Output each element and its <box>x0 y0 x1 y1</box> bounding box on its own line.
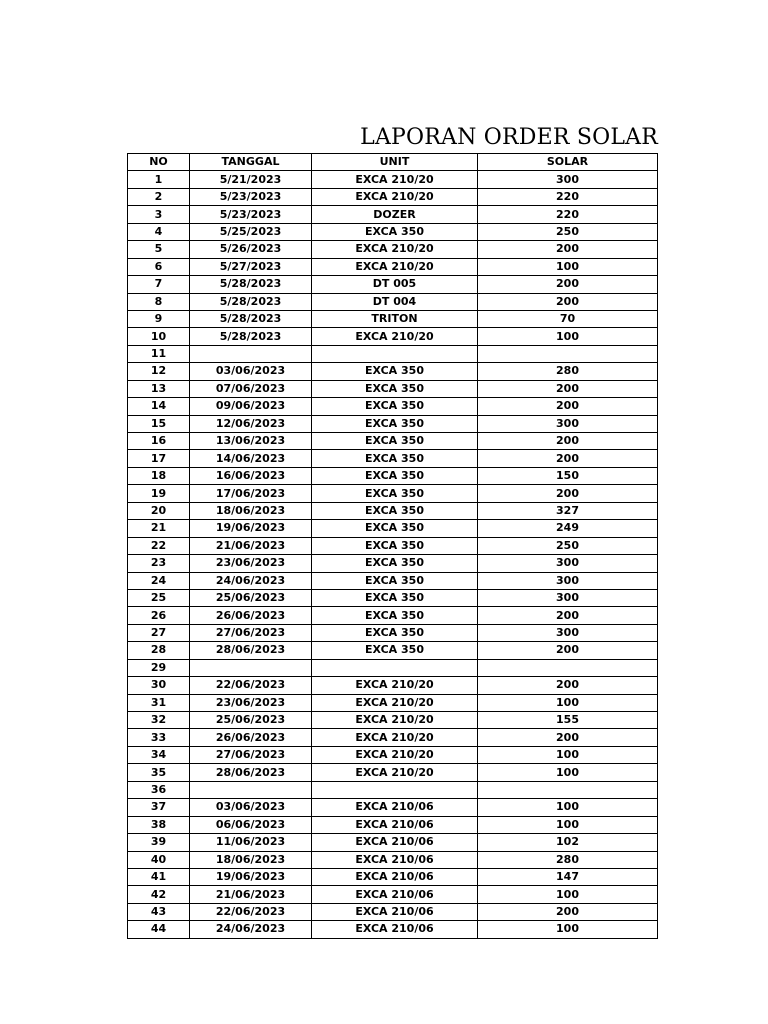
table-row <box>128 921 658 938</box>
cell-no: 44 <box>128 921 190 938</box>
table-row <box>128 555 658 572</box>
cell-no: 26 <box>128 607 190 624</box>
table-row <box>128 310 658 327</box>
cell-no: 11 <box>128 345 190 362</box>
cell-unit: EXCA 210/20 <box>312 746 478 763</box>
cell-no: 17 <box>128 450 190 467</box>
cell-tanggal: 24/06/2023 <box>190 921 312 938</box>
table-row <box>128 764 658 781</box>
cell-tanggal: 03/06/2023 <box>190 799 312 816</box>
cell-solar: 300 <box>478 572 658 589</box>
cell-tanggal: 21/06/2023 <box>190 537 312 554</box>
cell-unit: EXCA 350 <box>312 415 478 432</box>
table-row <box>128 415 658 432</box>
cell-solar: 300 <box>478 624 658 641</box>
table-row <box>128 433 658 450</box>
cell-unit: EXCA 210/20 <box>312 729 478 746</box>
cell-tanggal: 5/23/2023 <box>190 188 312 205</box>
table-row <box>128 589 658 606</box>
table-header <box>128 154 658 171</box>
cell-tanggal: 27/06/2023 <box>190 624 312 641</box>
table-row <box>128 206 658 223</box>
cell-no: 15 <box>128 415 190 432</box>
cell-tanggal <box>190 659 312 676</box>
cell-tanggal: 21/06/2023 <box>190 886 312 903</box>
table-body <box>128 171 658 938</box>
cell-unit <box>312 781 478 798</box>
table-row <box>128 276 658 293</box>
cell-tanggal: 19/06/2023 <box>190 520 312 537</box>
cell-no: 6 <box>128 258 190 275</box>
cell-no: 32 <box>128 712 190 729</box>
cell-solar: 200 <box>478 677 658 694</box>
cell-no: 34 <box>128 746 190 763</box>
cell-solar: 250 <box>478 223 658 240</box>
cell-tanggal: 07/06/2023 <box>190 380 312 397</box>
cell-unit: EXCA 350 <box>312 380 478 397</box>
cell-unit: EXCA 350 <box>312 642 478 659</box>
cell-solar: 300 <box>478 589 658 606</box>
table-row <box>128 398 658 415</box>
cell-unit: EXCA 210/06 <box>312 851 478 868</box>
header-row <box>128 154 658 171</box>
cell-solar: 100 <box>478 816 658 833</box>
cell-solar: 300 <box>478 171 658 188</box>
cell-tanggal: 28/06/2023 <box>190 764 312 781</box>
table-row <box>128 694 658 711</box>
cell-unit: EXCA 210/06 <box>312 834 478 851</box>
cell-unit: EXCA 350 <box>312 223 478 240</box>
cell-solar: 200 <box>478 607 658 624</box>
cell-solar: 147 <box>478 868 658 885</box>
cell-tanggal: 28/06/2023 <box>190 642 312 659</box>
cell-solar: 300 <box>478 415 658 432</box>
cell-tanggal: 16/06/2023 <box>190 467 312 484</box>
cell-solar: 155 <box>478 712 658 729</box>
cell-tanggal: 5/28/2023 <box>190 310 312 327</box>
cell-tanggal: 27/06/2023 <box>190 746 312 763</box>
cell-unit <box>312 659 478 676</box>
table-row <box>128 537 658 554</box>
table-row <box>128 380 658 397</box>
cell-unit: EXCA 350 <box>312 485 478 502</box>
table-row <box>128 677 658 694</box>
table-row <box>128 241 658 258</box>
cell-tanggal: 5/28/2023 <box>190 293 312 310</box>
cell-unit: EXCA 350 <box>312 589 478 606</box>
cell-solar: 200 <box>478 276 658 293</box>
cell-unit: EXCA 210/20 <box>312 328 478 345</box>
table-row <box>128 851 658 868</box>
cell-solar: 200 <box>478 293 658 310</box>
cell-no: 21 <box>128 520 190 537</box>
cell-tanggal: 22/06/2023 <box>190 903 312 920</box>
cell-solar: 200 <box>478 485 658 502</box>
cell-solar: 150 <box>478 467 658 484</box>
cell-no: 40 <box>128 851 190 868</box>
cell-no: 39 <box>128 834 190 851</box>
table-row <box>128 485 658 502</box>
cell-solar: 100 <box>478 886 658 903</box>
table-row <box>128 572 658 589</box>
cell-tanggal: 18/06/2023 <box>190 502 312 519</box>
cell-no: 14 <box>128 398 190 415</box>
cell-no: 5 <box>128 241 190 258</box>
cell-no: 31 <box>128 694 190 711</box>
cell-solar: 280 <box>478 363 658 380</box>
cell-tanggal: 26/06/2023 <box>190 607 312 624</box>
cell-no: 25 <box>128 589 190 606</box>
table-row <box>128 467 658 484</box>
cell-unit: EXCA 210/06 <box>312 886 478 903</box>
cell-solar: 200 <box>478 241 658 258</box>
cell-tanggal: 06/06/2023 <box>190 816 312 833</box>
cell-solar: 300 <box>478 555 658 572</box>
cell-unit: EXCA 210/06 <box>312 903 478 920</box>
cell-unit: EXCA 350 <box>312 607 478 624</box>
table-row <box>128 258 658 275</box>
table-row <box>128 868 658 885</box>
cell-no: 19 <box>128 485 190 502</box>
cell-no: 23 <box>128 555 190 572</box>
table-row <box>128 799 658 816</box>
cell-solar: 327 <box>478 502 658 519</box>
cell-unit: EXCA 210/20 <box>312 241 478 258</box>
cell-solar: 100 <box>478 799 658 816</box>
table-row <box>128 816 658 833</box>
page-title: LAPORAN ORDER SOLAR <box>360 125 658 150</box>
cell-no: 4 <box>128 223 190 240</box>
cell-solar: 100 <box>478 258 658 275</box>
header-solar: SOLAR <box>478 154 658 171</box>
cell-no: 16 <box>128 433 190 450</box>
cell-tanggal <box>190 781 312 798</box>
table-row <box>128 188 658 205</box>
cell-unit: EXCA 210/20 <box>312 677 478 694</box>
cell-tanggal: 24/06/2023 <box>190 572 312 589</box>
cell-solar: 200 <box>478 642 658 659</box>
cell-unit: TRITON <box>312 310 478 327</box>
cell-no: 13 <box>128 380 190 397</box>
cell-solar <box>478 345 658 362</box>
cell-no: 29 <box>128 659 190 676</box>
cell-unit: EXCA 210/20 <box>312 258 478 275</box>
cell-no: 30 <box>128 677 190 694</box>
cell-solar: 200 <box>478 433 658 450</box>
cell-solar: 100 <box>478 746 658 763</box>
cell-unit <box>312 345 478 362</box>
cell-tanggal: 5/23/2023 <box>190 206 312 223</box>
cell-unit: EXCA 350 <box>312 502 478 519</box>
cell-no: 27 <box>128 624 190 641</box>
cell-unit: EXCA 350 <box>312 450 478 467</box>
cell-unit: EXCA 350 <box>312 398 478 415</box>
table-row <box>128 781 658 798</box>
cell-solar: 220 <box>478 188 658 205</box>
cell-tanggal: 5/28/2023 <box>190 276 312 293</box>
cell-unit: EXCA 210/20 <box>312 712 478 729</box>
header-no: NO <box>128 154 190 171</box>
cell-no: 20 <box>128 502 190 519</box>
table-row <box>128 502 658 519</box>
cell-unit: EXCA 350 <box>312 624 478 641</box>
cell-tanggal: 13/06/2023 <box>190 433 312 450</box>
cell-tanggal: 23/06/2023 <box>190 555 312 572</box>
cell-unit: DT 004 <box>312 293 478 310</box>
cell-unit: EXCA 350 <box>312 555 478 572</box>
cell-unit: EXCA 210/20 <box>312 694 478 711</box>
cell-no: 2 <box>128 188 190 205</box>
table-row <box>128 624 658 641</box>
table-row <box>128 729 658 746</box>
cell-no: 35 <box>128 764 190 781</box>
table-row <box>128 834 658 851</box>
cell-unit: EXCA 350 <box>312 467 478 484</box>
cell-no: 3 <box>128 206 190 223</box>
cell-no: 37 <box>128 799 190 816</box>
cell-no: 41 <box>128 868 190 885</box>
table-row <box>128 293 658 310</box>
table-row <box>128 886 658 903</box>
header-tanggal: TANGGAL <box>190 154 312 171</box>
table-row <box>128 450 658 467</box>
cell-solar: 220 <box>478 206 658 223</box>
cell-unit: EXCA 210/06 <box>312 868 478 885</box>
order-table <box>127 153 658 939</box>
cell-solar: 100 <box>478 328 658 345</box>
table-row <box>128 712 658 729</box>
cell-solar: 200 <box>478 398 658 415</box>
table-row <box>128 903 658 920</box>
cell-solar: 200 <box>478 903 658 920</box>
cell-tanggal: 5/27/2023 <box>190 258 312 275</box>
cell-solar: 200 <box>478 380 658 397</box>
cell-no: 18 <box>128 467 190 484</box>
cell-unit: EXCA 210/06 <box>312 921 478 938</box>
cell-tanggal: 23/06/2023 <box>190 694 312 711</box>
cell-unit: EXCA 210/20 <box>312 171 478 188</box>
cell-tanggal: 18/06/2023 <box>190 851 312 868</box>
cell-tanggal: 09/06/2023 <box>190 398 312 415</box>
cell-tanggal: 12/06/2023 <box>190 415 312 432</box>
cell-unit: EXCA 350 <box>312 363 478 380</box>
cell-tanggal: 5/21/2023 <box>190 171 312 188</box>
cell-no: 33 <box>128 729 190 746</box>
cell-solar <box>478 781 658 798</box>
cell-solar: 280 <box>478 851 658 868</box>
cell-tanggal: 17/06/2023 <box>190 485 312 502</box>
table-row <box>128 328 658 345</box>
cell-no: 22 <box>128 537 190 554</box>
cell-unit: EXCA 350 <box>312 520 478 537</box>
cell-solar: 70 <box>478 310 658 327</box>
cell-no: 12 <box>128 363 190 380</box>
cell-tanggal: 5/26/2023 <box>190 241 312 258</box>
cell-no: 8 <box>128 293 190 310</box>
header-unit: UNIT <box>312 154 478 171</box>
cell-tanggal: 5/28/2023 <box>190 328 312 345</box>
cell-solar: 100 <box>478 764 658 781</box>
cell-no: 7 <box>128 276 190 293</box>
cell-solar: 100 <box>478 921 658 938</box>
cell-tanggal: 11/06/2023 <box>190 834 312 851</box>
cell-no: 43 <box>128 903 190 920</box>
table-row <box>128 171 658 188</box>
cell-solar: 250 <box>478 537 658 554</box>
cell-solar: 100 <box>478 694 658 711</box>
cell-unit: EXCA 210/06 <box>312 816 478 833</box>
cell-unit: DOZER <box>312 206 478 223</box>
table-row <box>128 223 658 240</box>
cell-tanggal: 22/06/2023 <box>190 677 312 694</box>
cell-solar: 200 <box>478 450 658 467</box>
cell-no: 28 <box>128 642 190 659</box>
cell-tanggal: 25/06/2023 <box>190 712 312 729</box>
cell-no: 1 <box>128 171 190 188</box>
cell-unit: EXCA 210/20 <box>312 764 478 781</box>
cell-no: 9 <box>128 310 190 327</box>
cell-unit: EXCA 350 <box>312 572 478 589</box>
cell-unit: DT 005 <box>312 276 478 293</box>
cell-no: 42 <box>128 886 190 903</box>
cell-tanggal: 26/06/2023 <box>190 729 312 746</box>
cell-tanggal: 25/06/2023 <box>190 589 312 606</box>
cell-no: 24 <box>128 572 190 589</box>
cell-no: 10 <box>128 328 190 345</box>
cell-tanggal: 14/06/2023 <box>190 450 312 467</box>
cell-tanggal: 03/06/2023 <box>190 363 312 380</box>
table-row <box>128 746 658 763</box>
table-row <box>128 345 658 362</box>
cell-unit: EXCA 210/06 <box>312 799 478 816</box>
cell-unit: EXCA 210/20 <box>312 188 478 205</box>
cell-unit: EXCA 350 <box>312 537 478 554</box>
table-row <box>128 520 658 537</box>
table-row <box>128 363 658 380</box>
table-row <box>128 642 658 659</box>
cell-no: 36 <box>128 781 190 798</box>
cell-solar: 200 <box>478 729 658 746</box>
cell-tanggal: 19/06/2023 <box>190 868 312 885</box>
cell-unit: EXCA 350 <box>312 433 478 450</box>
cell-no: 38 <box>128 816 190 833</box>
cell-solar: 102 <box>478 834 658 851</box>
cell-solar <box>478 659 658 676</box>
table-row <box>128 659 658 676</box>
cell-solar: 249 <box>478 520 658 537</box>
cell-tanggal: 5/25/2023 <box>190 223 312 240</box>
table-row <box>128 607 658 624</box>
cell-tanggal <box>190 345 312 362</box>
